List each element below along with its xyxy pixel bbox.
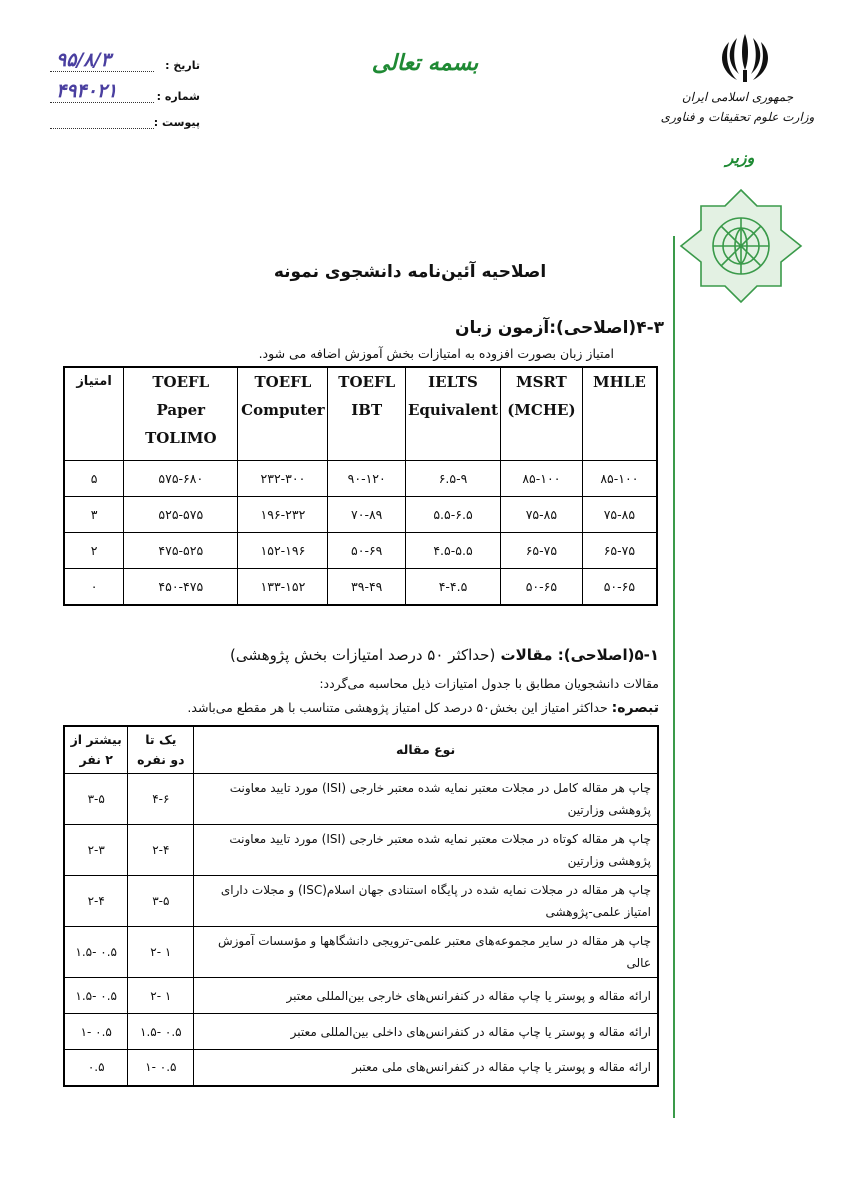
ornament-icon (677, 186, 805, 306)
tip-label: تبصره: (611, 700, 659, 716)
col-ielts: IELTS Equivalent (406, 367, 501, 461)
number-field (50, 80, 200, 108)
iran-emblem-icon (715, 30, 775, 85)
table-row: ارائه مقاله و پوستر یا چاپ مقاله در کنفرانس‌های خارجی بین‌المللی معتبر ۱ -۲ ۰.۵ -۱.۵ (64, 978, 658, 1014)
attachment-line (50, 128, 154, 129)
date-field (50, 49, 200, 77)
col-toefl-ibt: TOEFL IBT (328, 367, 406, 461)
col-article-type: نوع مقاله (194, 726, 658, 774)
table-row: ۵ ۵۷۵-۶۸۰ ۲۳۲-۳۰۰ ۹۰-۱۲۰ ۶.۵-۹ ۸۵-۱۰۰ ۸۵-۱۰۰ (64, 461, 657, 497)
table-row: ارائه مقاله و پوستر یا چاپ مقاله در کنفرانس‌های ملی معتبر ۰.۵ -۱ ۰.۵ (64, 1050, 658, 1086)
attachment-field (50, 112, 200, 134)
margin-rule (673, 236, 675, 1118)
section-articles-note: مقالات دانشجویان مطابق با جدول امتیازات ذیل محاسبه می‌گردد: (319, 676, 659, 691)
gov-line-2: وزارت علوم تحقیقات و فناوری (660, 110, 815, 124)
gov-line-1: جمهوری اسلامی ایران (681, 90, 794, 104)
number-value: ۴۹۴۰۲۱ (56, 80, 118, 102)
minister-title: وزیر (725, 148, 755, 167)
attachment-label: پیوست : (153, 116, 200, 129)
document-title: اصلاحیه آئین‌نامه دانشجوی نمونه (273, 262, 547, 282)
date-value: ۹۵/۸/۳ (56, 49, 111, 71)
table-header-row (64, 726, 658, 774)
table-row: چاپ هر مقاله در سایر مجموعه‌های معتبر علمی-ترویجی دانشگاهها و مؤسسات آموزش عالی ۱ -۲ ۰.۵ -۱.۵ (64, 927, 658, 978)
table-row: ۲ ۴۷۵-۵۲۵ ۱۵۲-۱۹۶ ۵۰-۶۹ ۴.۵-۵.۵ ۶۵-۷۵ ۶۵-۷۵ (64, 533, 657, 569)
basmala: بسمه تعالی (371, 50, 479, 76)
table-row: ۳ ۵۲۵-۵۷۵ ۱۹۶-۲۳۲ ۷۰-۸۹ ۵.۵-۶.۵ ۷۵-۸۵ ۷۵-۸۵ (64, 497, 657, 533)
section-language-note: امتیاز زبان بصورت افزوده به امتیازات بخش آموزش اضافه می شود. (258, 346, 614, 361)
col-mhle: MHLE (582, 367, 657, 461)
tip-text: حداکثر امتیاز این بخش۵۰ درصد کل امتیاز پژوهشی متناسب با هر مقطع می‌باشد. (187, 700, 608, 715)
ministry-heading (655, 87, 820, 127)
section-articles-paren: (حداکثر ۵۰ درصد امتیازات بخش پژوهشی) (230, 646, 496, 664)
section-language-heading: ۴-۳(اصلاحی):آزمون زبان (454, 318, 664, 338)
section-articles-title: ۵-۱(اصلاحی): مقالات (500, 646, 659, 664)
table-row: ۰ ۴۵۰-۴۷۵ ۱۳۳-۱۵۲ ۳۹-۴۹ ۴-۴.۵ ۵۰-۶۵ ۵۰-۶۵ (64, 569, 657, 606)
date-label: تاریخ : (165, 59, 200, 72)
section-articles-heading (230, 646, 659, 664)
section-articles-tip (187, 700, 659, 716)
col-score: امتیاز (64, 367, 124, 461)
table-row: ارائه مقاله و پوستر یا چاپ مقاله در کنفرانس‌های داخلی بین‌المللی معتبر ۰.۵ -۱.۵ ۰.۵ -۱ (64, 1014, 658, 1050)
language-score-table (63, 366, 658, 606)
col-msrt: MSRT (MCHE) (500, 367, 582, 461)
col-up-to-two: یک تا دو نفره (128, 726, 194, 774)
table-row: چاپ هر مقاله در مجلات نمایه شده در پایگاه استنادی جهان اسلام(ISC) و مجلات دارای امتیاز علمی-پژوهشی ۳-۵ ۲-۴ (64, 876, 658, 927)
col-more-than-two: بیشتر از ۲ نفر (64, 726, 128, 774)
article-score-table (63, 725, 659, 1087)
table-row: چاپ هر مقاله کامل در مجلات معتبر نمایه شده معتبر خارجی (ISI) مورد تایید معاونت پژوهشی وزارتین ۴-۶ ۳-۵ (64, 774, 658, 825)
table-header-row (64, 367, 657, 461)
table-row: چاپ هر مقاله کوتاه در مجلات معتبر نمایه شده معتبر خارجی (ISI) مورد تایید معاونت پژوهشی وزارتین ۲-۴ ۲-۳ (64, 825, 658, 876)
col-toefl-paper: TOEFL Paper TOLIMO (124, 367, 238, 461)
date-line (50, 71, 154, 72)
number-line (50, 102, 154, 103)
number-label: شماره : (156, 90, 200, 103)
col-toefl-computer: TOEFL Computer (238, 367, 328, 461)
